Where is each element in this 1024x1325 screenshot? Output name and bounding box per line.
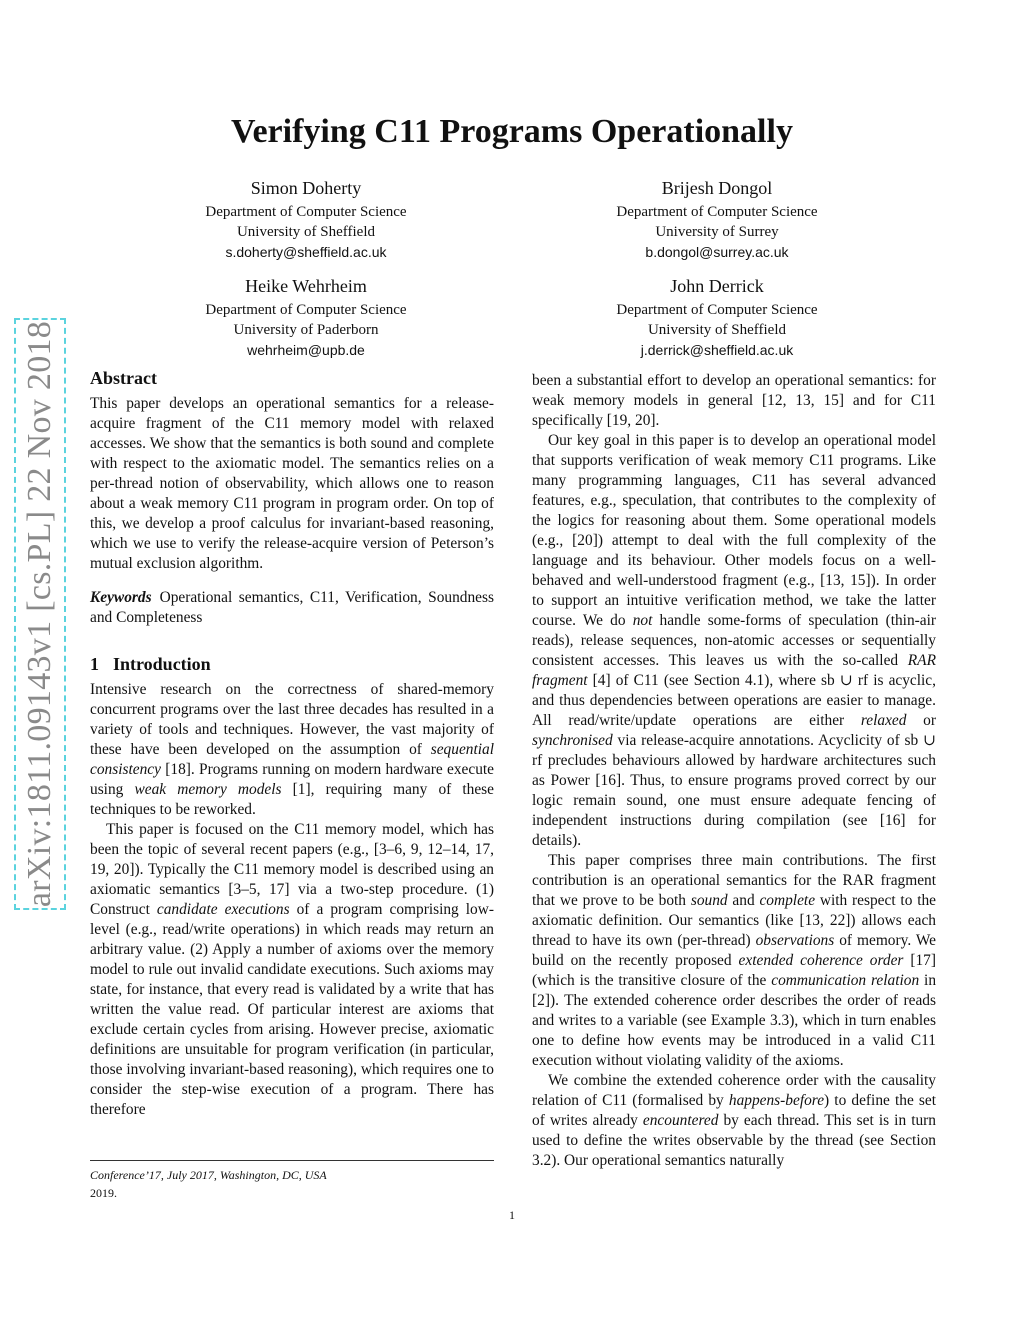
intro-paragraph-continued: been a substantial effort to develop an operational semantics: for weak memory models in general [12, 13, 15] and for C11 specifically [19, 20]. [532,372,936,429]
author-email[interactable]: b.dongol@surrey.ac.uk [645,244,789,260]
intro-paragraph-1: Intensive research on the correctness of shared-memory concurrent programs over the last three decades has resulted in a variety of tools and techniques. However, the vast majority of these have been developed on the assumption of sequential consistency [18]. Programs running on modern hardware execute using weak memory models [1], requiring many of these techniques to be reworked. [90,681,495,818]
author-department: Department of Computer Science [205,302,407,318]
author-university: University of Sheffield [236,224,376,240]
intro-paragraph-4: This paper comprises three main contributions. The first contribution is an operational semantics for the RAR fragment that we prove to be both sound and complete with respect to the axiomatic definition. Our semantics (like [13, 22]) allows each thread to have its own (per-thread) observations of memory. We build on the recently proposed extended coherence order [17] (which is the transitive closure of the communication relation in [2]). The extended coherence order describes the order of reads and writes to a variable (see Example 3.3), which in turn enables one to define how events may be introduced in a valid C11 execution without violating validity of the axioms. [532,852,937,1069]
author-email[interactable]: s.doherty@sheffield.ac.uk [225,244,387,260]
keywords [90,588,494,628]
author-department: Department of Computer Science [616,204,818,220]
author-name: Heike Wehrheim [245,276,367,296]
keywords-label: Keywords [90,589,152,606]
right-column [532,371,936,1171]
author-name: John Derrick [670,276,764,296]
author-university: University of Surrey [655,224,779,240]
author-university: University of Sheffield [647,322,787,338]
author-email[interactable]: wehrheim@upb.de [247,342,365,358]
conference-info: Conference’17, July 2017, Washington, DC, USA [90,1168,327,1182]
abstract-heading: Abstract [90,368,157,388]
intro-paragraph-3: Our key goal in this paper is to develop an operational model that supports verification of weak memory C11 programs. Like many programming languages, C11 has several advanced features, e.g., speculation, that contributes to the complexity of the logics for reasoning about them. Some operational models (e.g., [20]) attempt to deal with the full complexity of the language and its behaviour. Other models focus on a well-behaved and well-understood fragment (e.g., [13, 15]). In order to support an intuitive verification method, we take the latter course. We do not handle some-forms of speculation (thin-air reads), release sequences, non-atomic accesses or sequentially consistent accesses. This leaves us with the so-called RAR fragment [4] of C11 (see Section 4.1), where sb ∪ rf is acyclic, and thus dependencies between operations are easier to manage. All read/write/update operations are either relaxed or synchronised via release-acquire annotations. Acyclicity of sb ∪ rf precludes behaviours allowed by hardware architectures such as Power [16]. Thus, to ensure programs proved correct by our logic remain sound, one must ensure adequate fencing of independent instructions during compilation (see [16] for details). [532,432,936,849]
paper-title: Verifying C11 Programs Operationally [231,113,793,150]
abstract-text: This paper develops an operational semantics for a release-acquire fragment of the C11 memory model with relaxed accesses. We show that the semantics is both sound and complete with respect to the axiomatic model. The semantics relies on a per-thread notion of observability, which allows one to reason about a weak memory C11 program in program order. On top of this, we develop a proof calculus for invariant-based reasoning, which we use to verify the release-acquire version of Peterson’s mutual exclusion algorithm. [90,395,494,572]
footnote-year: 2019. [90,1186,117,1200]
left-column [90,368,494,1120]
page-number: 1 [509,1208,515,1222]
author-block [507,274,927,360]
author-department: Department of Computer Science [616,302,818,318]
author-name: Simon Doherty [250,178,362,198]
author-block [507,176,927,262]
intro-paragraph-5: We combine the extended coherence order with the causality relation of C11 (formalised by happens-before) to define the set of writes already encountered by each thread. This set is in turn used to define the writes observable by the thread (see Section 3.2). Our operational semantics naturally [532,1072,936,1169]
author-email[interactable]: j.derrick@sheffield.ac.uk [640,342,794,358]
author-block [96,176,516,262]
arxiv-stamp [14,318,66,910]
section-title: Introduction [113,654,211,674]
section-number: 1 [90,654,99,674]
keywords-text: Operational semantics, C11, Verification, Soundness and Completeness [90,589,494,626]
arxiv-stamp-text: arXiv:1811.09143v1 [cs.PL] 22 Nov 2018 [21,320,59,908]
intro-paragraph-2: This paper is focused on the C11 memory model, which has been the topic of several recent papers (e.g., [3–6, 9, 12–14, 17, 19, 20]). Typically the C11 memory model is described using an axiomatic semantics [3–5, 17] via a two-step procedure. (1) Construct candidate executions of a program comprising low-level (e.g., read/write operations) in which reads may return an arbitrary value. (2) Apply a number of axioms over the memory model to rule out invalid candidate executions. Such axioms may state, for instance, that every read is validated by a write that has written the value read. Of particular interest are axioms that exclude certain cycles from arising. However precise, axiomatic definitions are unsuitable for program verification (in particular, those involving invariant-based reasoning), which requires one to consider the step-wise execution of a program. There has therefore [90,821,494,1118]
author-university: University of Paderborn [233,322,379,338]
section-heading [90,654,494,674]
footnote [90,1160,494,1202]
author-block [96,274,516,360]
author-name: Brijesh Dongol [661,178,773,198]
author-department: Department of Computer Science [205,204,407,220]
